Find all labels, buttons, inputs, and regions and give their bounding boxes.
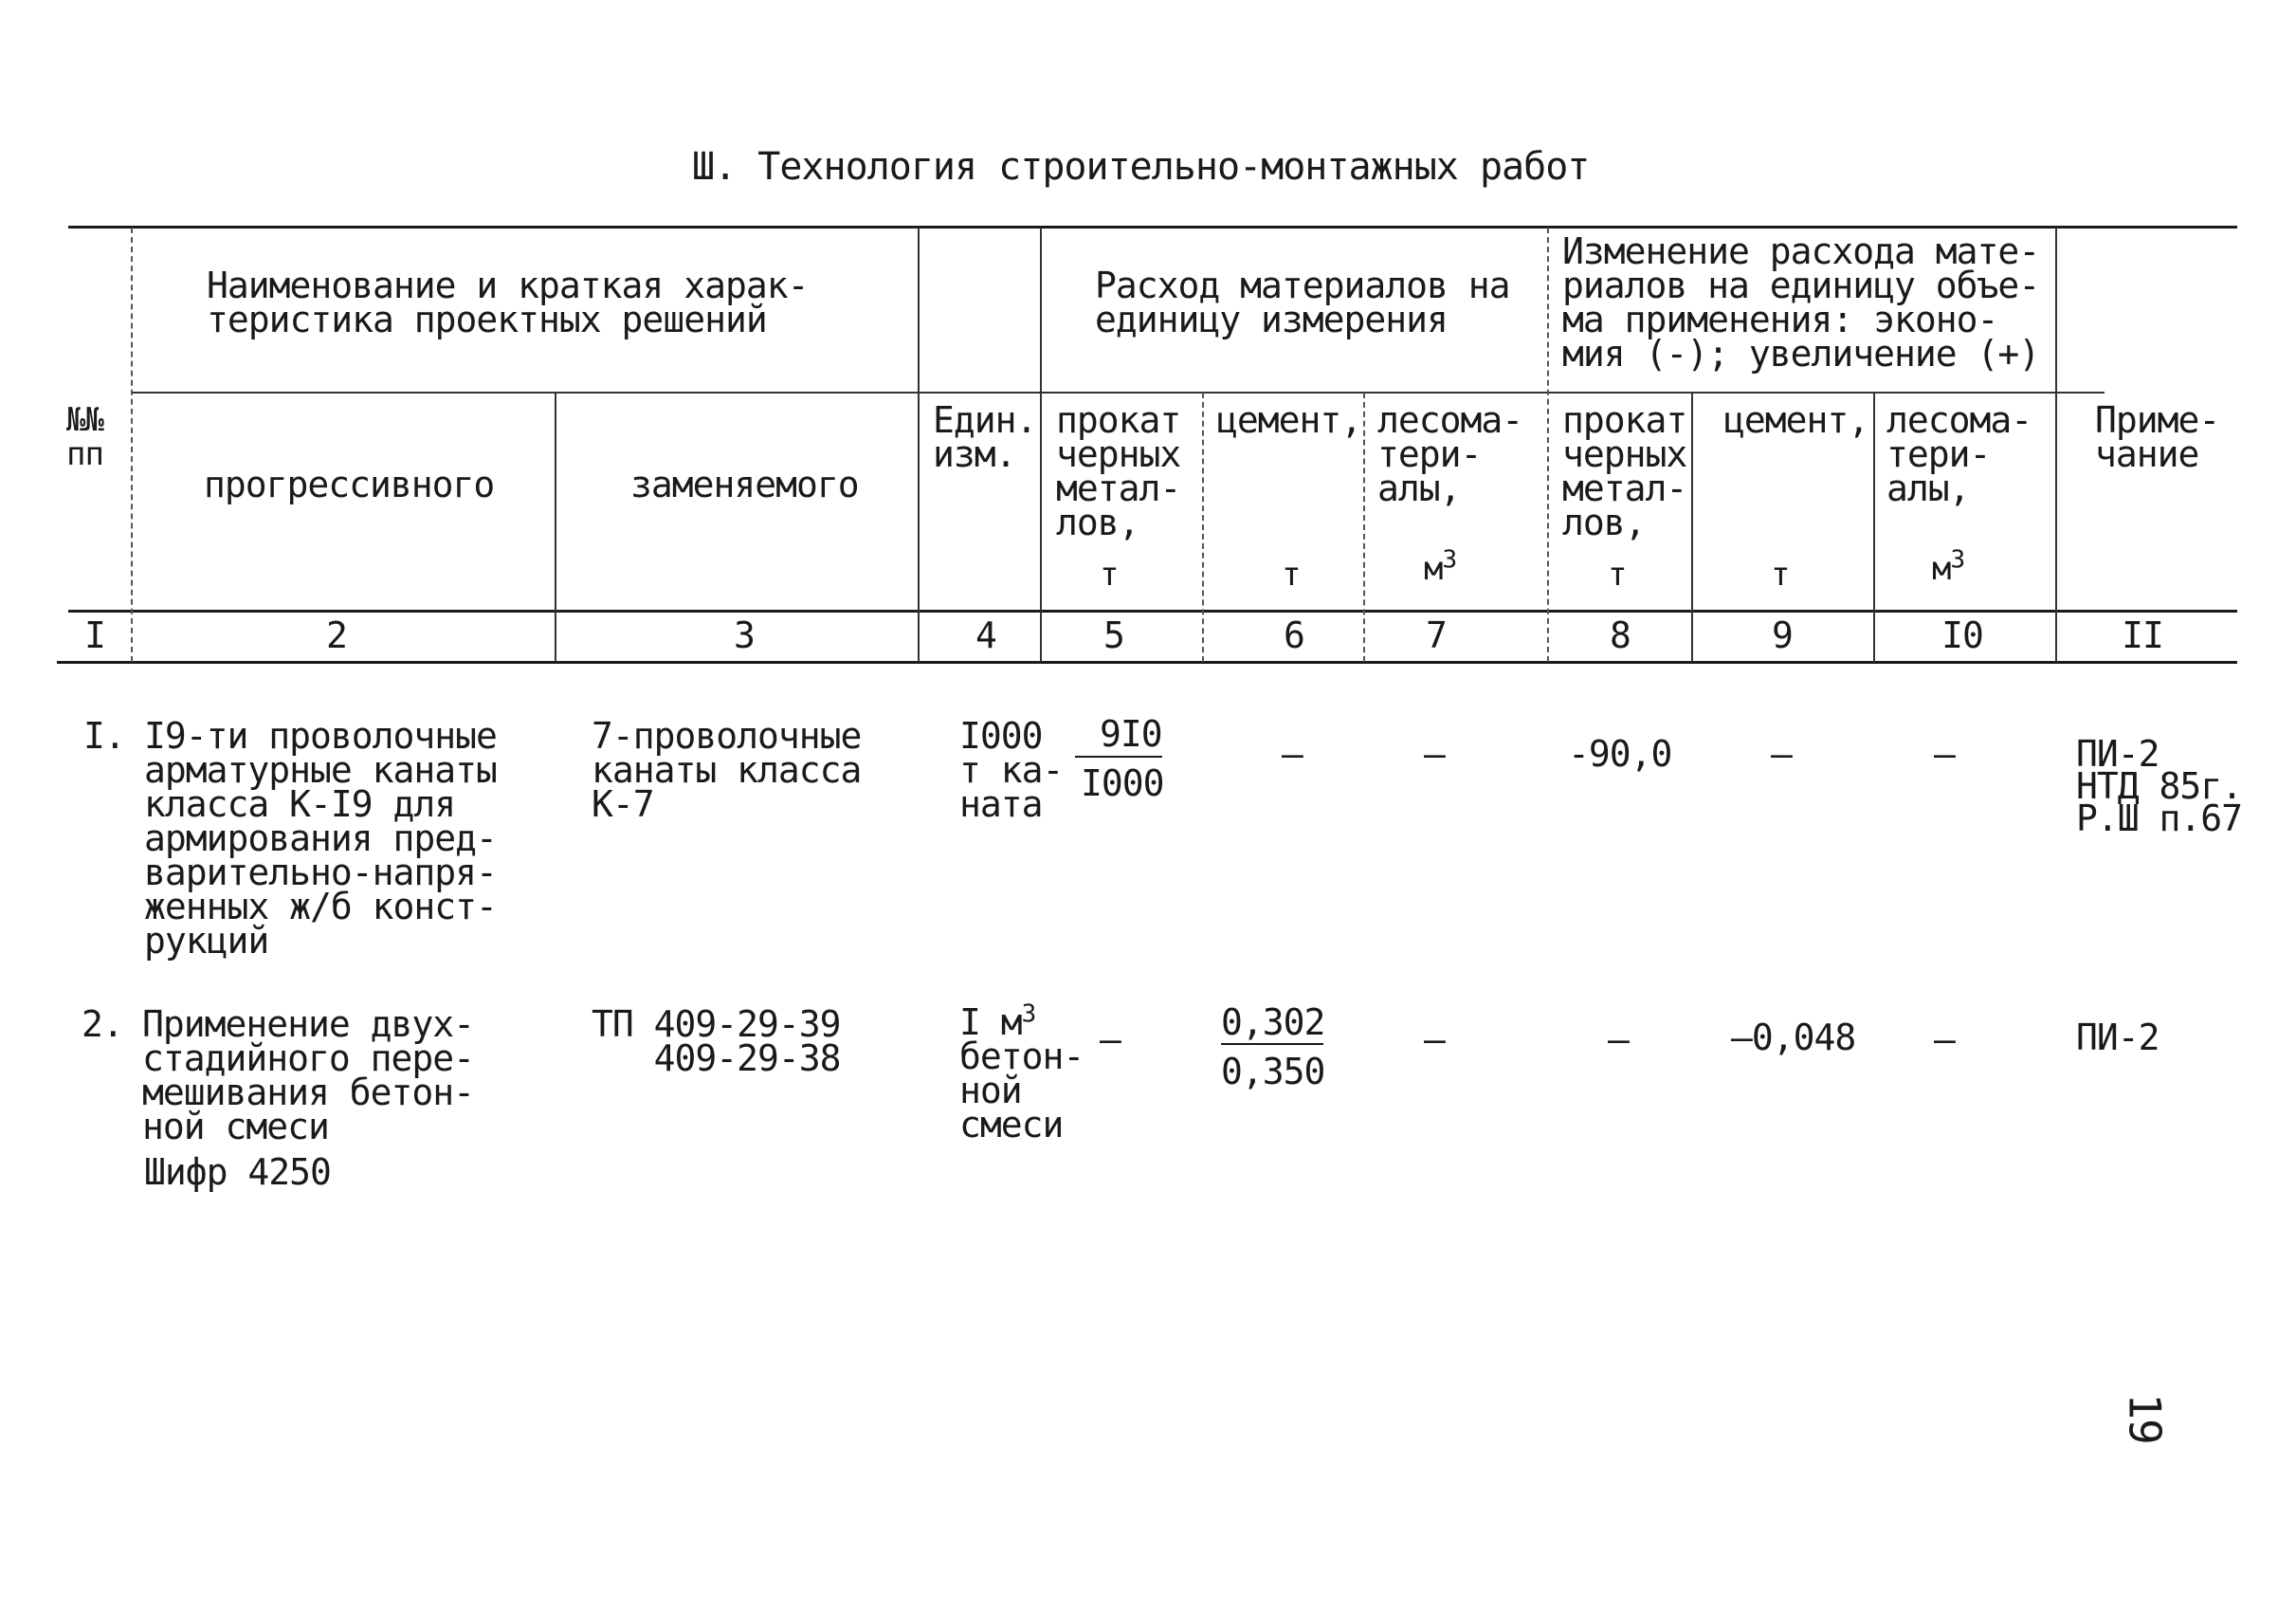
col-divider-1 bbox=[131, 228, 133, 662]
row2-progressive: Применение двух- стадийного пере- мешивания бетон- ной смеси bbox=[142, 1003, 475, 1147]
row2-note: ПИ-2 bbox=[2076, 1017, 2159, 1058]
col-number-10: I0 bbox=[1941, 614, 1983, 656]
unit-label-7 bbox=[1424, 545, 1457, 588]
col-divider-3 bbox=[918, 228, 920, 662]
row1-unit: I000 т ка- ната bbox=[959, 715, 1064, 825]
page-number: 19 bbox=[2119, 1393, 2171, 1444]
unit-label-10 bbox=[1932, 545, 1965, 588]
col-divider-7 bbox=[1547, 228, 1549, 662]
col-number-9: 9 bbox=[1772, 614, 1793, 656]
header-timber: лесома- тери- алы, bbox=[1377, 399, 1523, 509]
col-divider-5 bbox=[1202, 393, 1204, 662]
row1-note: ПИ-2 НТД 85г. Р.Ш п.67 bbox=[2076, 733, 2243, 839]
row2-code: Шифр 4250 bbox=[144, 1151, 331, 1193]
col-number-6: 6 bbox=[1284, 614, 1304, 656]
col-divider-6 bbox=[1363, 393, 1365, 662]
unit-m-sup-2: 3 bbox=[1950, 545, 1965, 575]
header-consumption-group: Расход материалов на единицу измерения bbox=[1095, 265, 1510, 340]
row1-timber: – bbox=[1424, 733, 1445, 775]
col-divider-10 bbox=[2055, 228, 2057, 662]
col-number-2: 2 bbox=[326, 614, 347, 656]
header-subdivider bbox=[133, 392, 2105, 394]
col-divider-8 bbox=[1691, 393, 1693, 662]
row2-unit-rest: бетон- ной смеси bbox=[959, 1036, 1084, 1146]
col-divider-9 bbox=[1873, 393, 1875, 662]
header-cement-2: цемент, bbox=[1723, 399, 1869, 441]
row1-d-cement: – bbox=[1771, 733, 1792, 775]
row2-unit bbox=[959, 999, 1036, 1043]
header-change-group: Изменение расхода мате- риалов на единицу объе- ма применения: эконо- мия (-); увеличение (+) bbox=[1562, 230, 2040, 375]
page-title: Ш. Технология строительно-монтажных работ bbox=[692, 145, 1590, 189]
row1-progressive: I9-ти проволочные арматурные канаты класса К-I9 для армирования пред- варительно-напря- женных ж/б конст- рукций bbox=[144, 715, 497, 962]
header-names-group: Наименование и краткая харак- теристика проектных решений bbox=[207, 265, 809, 340]
row2-timber: – bbox=[1424, 1018, 1445, 1060]
header-progressive: прогрессивного bbox=[204, 464, 495, 505]
col-divider-2 bbox=[555, 393, 556, 662]
unit-m-2: м bbox=[1932, 550, 1951, 588]
row1-metal-fraction-bar bbox=[1075, 756, 1162, 758]
number-row-bottom-border bbox=[57, 661, 2237, 664]
header-unit: Един. изм. bbox=[933, 399, 1037, 475]
row1-metal-denominator: I000 bbox=[1081, 762, 1164, 804]
header-note: Приме- чание bbox=[2095, 399, 2220, 475]
col-number-1: I bbox=[84, 614, 105, 656]
row2-replaced: ТП 409-29-39 409-29-38 bbox=[592, 1003, 841, 1079]
row2-cement-denominator: 0,350 bbox=[1221, 1051, 1325, 1092]
row1-d-timber: – bbox=[1934, 733, 1955, 775]
col-divider-4 bbox=[1040, 228, 1042, 662]
unit-label-6: т bbox=[1282, 556, 1301, 594]
unit-label-8: т bbox=[1608, 556, 1627, 594]
row1-metal-numerator: 9I0 bbox=[1100, 713, 1162, 755]
row2-unit-top: I м bbox=[959, 1001, 1022, 1043]
header-timber-2: лесома- тери- алы, bbox=[1886, 399, 2032, 509]
row1-replaced: 7-проволочные канаты класса К-7 bbox=[592, 715, 862, 825]
col-number-8: 8 bbox=[1610, 614, 1631, 656]
row1-cement: – bbox=[1282, 733, 1303, 775]
col-number-4: 4 bbox=[975, 614, 996, 656]
col-number-11: II bbox=[2122, 614, 2163, 656]
row2-d-metal: – bbox=[1608, 1018, 1629, 1060]
row1-d-metal: -90,0 bbox=[1568, 733, 1672, 775]
row2-cement-fraction-bar bbox=[1221, 1043, 1323, 1045]
unit-m: м bbox=[1424, 550, 1443, 588]
col-number-7: 7 bbox=[1426, 614, 1447, 656]
header-metal-2: прокат черных метал- лов, bbox=[1562, 399, 1687, 543]
unit-label-9: т bbox=[1771, 556, 1790, 594]
unit-m-sup: 3 bbox=[1442, 545, 1457, 575]
row2-metal: – bbox=[1100, 1018, 1121, 1060]
unit-label-5: т bbox=[1100, 556, 1119, 594]
row2-unit-sup: 3 bbox=[1021, 999, 1036, 1029]
header-bottom-border bbox=[68, 610, 2237, 613]
header-num: №№ пп bbox=[66, 401, 103, 473]
header-metal: прокат черных метал- лов, bbox=[1056, 399, 1181, 543]
row2-d-cement: –0,048 bbox=[1731, 1017, 1856, 1058]
row2-d-timber: – bbox=[1934, 1018, 1955, 1060]
row2-cement-numerator: 0,302 bbox=[1221, 1001, 1325, 1043]
row2-num: 2. bbox=[82, 1003, 123, 1045]
col-number-3: 3 bbox=[734, 614, 755, 656]
table-top-border bbox=[68, 226, 2237, 229]
header-replaced: заменяемого bbox=[630, 464, 859, 505]
row1-num: I. bbox=[83, 715, 125, 757]
header-cement: цемент, bbox=[1216, 399, 1362, 441]
col-number-5: 5 bbox=[1103, 614, 1124, 656]
